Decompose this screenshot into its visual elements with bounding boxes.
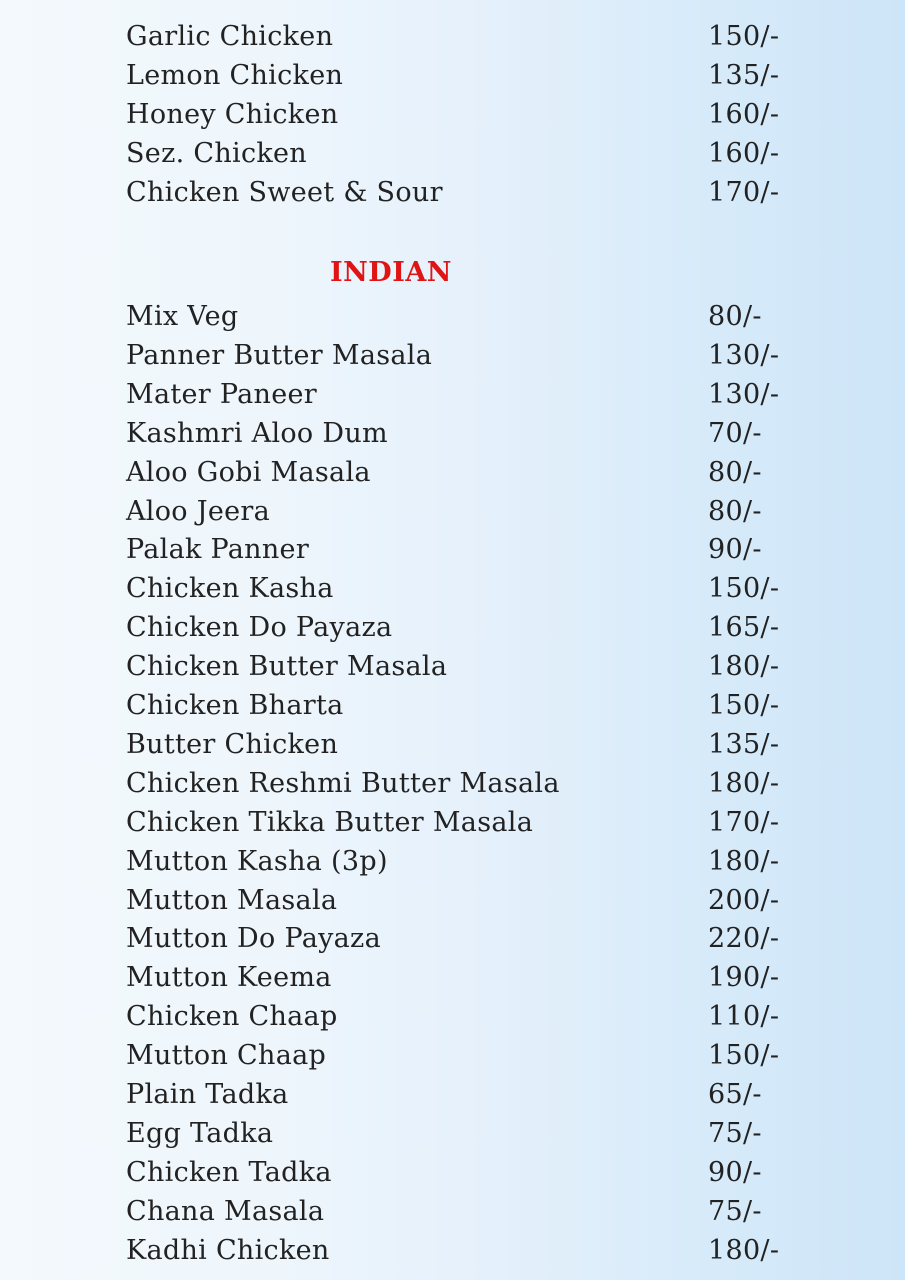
menu-item-price: 180/- (708, 651, 780, 683)
menu-item-price: 150/- (708, 1040, 780, 1072)
menu-item (0, 1114, 905, 1153)
menu-item-name: Chicken Sweet & Sour (126, 176, 443, 208)
menu-item-price: 65/- (708, 1079, 762, 1110)
menu-item (0, 686, 905, 725)
menu-item (0, 803, 905, 842)
menu-item-price: 160/- (708, 137, 780, 169)
section-heading-indian: INDIAN (330, 257, 452, 288)
menu-item (0, 1075, 905, 1114)
menu-item-name: Plain Tadka (126, 1079, 289, 1110)
menu-item-name: Chicken Reshmi Butter Masala (126, 767, 560, 799)
menu-item-price: 80/- (708, 301, 762, 332)
menu-item (0, 134, 905, 173)
menu-item (0, 1231, 905, 1270)
menu-item-price: 180/- (708, 1234, 780, 1266)
menu-item-price: 150/- (708, 690, 780, 721)
menu-item-name: Chicken Do Payaza (126, 612, 393, 644)
menu-item-name: Palak Panner (126, 534, 310, 566)
menu-item-name: Egg Tadka (126, 1117, 274, 1149)
menu-item-price: 90/- (708, 1156, 762, 1188)
menu-item-name: Chicken Tikka Butter Masala (126, 806, 534, 838)
menu-item-price: 180/- (708, 767, 780, 799)
menu-item-name: Garlic Chicken (126, 21, 334, 52)
menu-item-price: 220/- (708, 923, 780, 955)
menu-item (0, 608, 905, 647)
menu-item (0, 297, 905, 336)
menu-item (0, 173, 905, 212)
menu-item-name: Mix Veg (126, 301, 239, 332)
menu-item (0, 414, 905, 453)
menu-item-name: Mutton Keema (126, 962, 332, 994)
menu-item (0, 1153, 905, 1192)
menu-item-name: Mutton Chaap (126, 1040, 327, 1072)
menu-item-name: Honey Chicken (126, 98, 339, 130)
menu-item-price: 150/- (708, 21, 780, 52)
menu-item-price: 160/- (708, 98, 780, 130)
menu-item-price: 180/- (708, 845, 780, 877)
menu-item-name: Mutton Do Payaza (126, 923, 381, 955)
menu-item (0, 17, 905, 56)
menu-item-price: 75/- (708, 1195, 762, 1227)
menu-item (0, 1192, 905, 1231)
menu-item-name: Chicken Bharta (126, 690, 344, 721)
menu-item-name: Chicken Chaap (126, 1001, 338, 1033)
menu-item (0, 95, 905, 134)
menu-item-price: 80/- (708, 456, 762, 488)
menu-item-price: 110/- (708, 1001, 780, 1033)
menu-item (0, 764, 905, 803)
menu-item-price: 135/- (708, 59, 780, 91)
menu-item-name: Panner Butter Masala (126, 339, 433, 371)
menu-item (0, 453, 905, 492)
menu-item-price: 150/- (708, 573, 780, 605)
menu-item (0, 375, 905, 414)
menu-item (0, 919, 905, 958)
menu-item-name: Kadhi Chicken (126, 1234, 330, 1266)
menu-item-price: 135/- (708, 728, 780, 760)
menu-item-name: Chana Masala (126, 1195, 325, 1227)
menu-item (0, 958, 905, 997)
menu-item-name: Chicken Butter Masala (126, 651, 448, 683)
menu-item (0, 530, 905, 569)
menu-item-price: 80/- (708, 495, 762, 527)
menu-item-name: Chicken Tadka (126, 1156, 332, 1188)
menu-item-name: Chicken Kasha (126, 573, 334, 605)
menu-item-price: 165/- (708, 612, 780, 644)
menu-item (0, 881, 905, 920)
menu-item-price: 130/- (708, 339, 780, 371)
menu-item (0, 1036, 905, 1075)
menu-item-price: 75/- (708, 1117, 762, 1149)
menu-item-name: Kashmri Aloo Dum (126, 417, 388, 449)
menu-item-price: 70/- (708, 417, 762, 449)
menu-item-price: 200/- (708, 884, 780, 916)
menu-item-name: Sez. Chicken (126, 137, 307, 169)
menu-item-name: Aloo Jeera (126, 495, 271, 527)
menu-item (0, 725, 905, 764)
menu-item (0, 569, 905, 608)
menu-item-name: Butter Chicken (126, 728, 339, 760)
menu-item-price: 190/- (708, 962, 780, 994)
menu-item-name: Lemon Chicken (126, 59, 344, 91)
menu-item (0, 56, 905, 95)
menu-item-name: Mutton Masala (126, 884, 338, 916)
menu-item (0, 492, 905, 531)
menu-item-price: 170/- (708, 176, 780, 208)
menu-item (0, 842, 905, 881)
menu-item-price: 90/- (708, 534, 762, 566)
menu-item-name: Mutton Kasha (3p) (126, 845, 388, 877)
menu-item-price: 130/- (708, 378, 780, 410)
menu-item (0, 647, 905, 686)
menu-item-price: 170/- (708, 806, 780, 838)
menu-item-name: Mater Paneer (126, 378, 317, 410)
menu-item-name: Aloo Gobi Masala (126, 456, 371, 488)
menu-item (0, 336, 905, 375)
menu-item (0, 997, 905, 1036)
